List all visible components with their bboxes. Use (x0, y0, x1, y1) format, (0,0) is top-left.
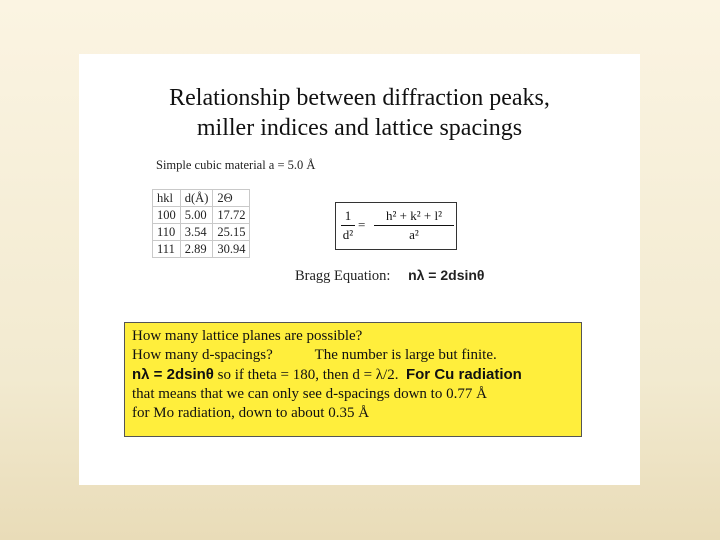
rhs-numerator: h² + k² + l² (386, 208, 442, 223)
header-hkl: hkl (153, 190, 181, 207)
hkl-table (152, 189, 250, 258)
notes-bragg-bold: nλ = 2dsinθ (132, 366, 214, 383)
notes-line-2 (132, 346, 581, 365)
formula-rhs (374, 207, 454, 244)
table-cell: 3.54 (180, 224, 213, 241)
header-d: d(Å) (180, 190, 213, 207)
header-2theta: 2Θ (213, 190, 250, 207)
table-row (153, 207, 250, 224)
bragg-label: Bragg Equation: (295, 268, 391, 284)
table-cell: 100 (153, 207, 181, 224)
table-row (153, 224, 250, 241)
table-cell: 30.94 (213, 241, 250, 258)
notes-line-2-answer: The number is large but finite. (314, 347, 497, 363)
table-row (153, 241, 250, 258)
notes-line-5: for Mo radiation, down to about 0.35 Å (132, 405, 370, 421)
notes-box (124, 322, 582, 437)
table-cell: 110 (153, 224, 181, 241)
formula-lhs (341, 207, 355, 244)
table-header-row (153, 190, 250, 207)
formula-equals: = (358, 217, 366, 232)
notes-cu-bold: For Cu radiation (405, 366, 522, 383)
table-cell: 2.89 (180, 241, 213, 258)
title-line-1: Relationship between diffraction peaks, (169, 85, 550, 111)
table-cell: 5.00 (180, 207, 213, 224)
slide-title (79, 83, 640, 143)
title-line-2: miller indices and lattice spacings (196, 115, 523, 141)
d-spacing-formula (335, 202, 457, 250)
notes-line-3 (132, 365, 581, 385)
notes-line-4: that means that we can only see d-spacings down to 0.77 Å (132, 386, 487, 402)
notes-line-1: How many lattice planes are possible? (132, 328, 363, 344)
table-cell: 111 (153, 241, 181, 258)
bragg-equation (295, 267, 485, 285)
lhs-numerator: 1 (344, 208, 352, 223)
notes-line-3-text: so if theta = 180, then d = λ/2. (213, 367, 406, 383)
notes-line-2-question: How many d-spacings? (132, 347, 273, 363)
rhs-denominator: a² (409, 227, 419, 242)
material-caption: Simple cubic material a = 5.0 Å (156, 158, 316, 172)
table-cell: 17.72 (213, 207, 250, 224)
lhs-denominator: d² (342, 227, 354, 242)
slide (79, 54, 640, 485)
bragg-formula: nλ = 2dsinθ (408, 267, 485, 283)
table-cell: 25.15 (213, 224, 250, 241)
